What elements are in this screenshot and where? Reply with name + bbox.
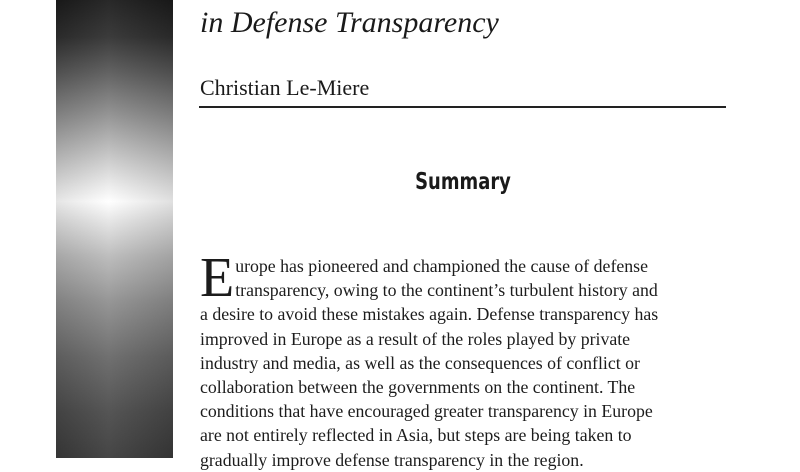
chapter-title: in Defense Transparency bbox=[200, 6, 499, 39]
decorative-gradient-bar bbox=[56, 0, 173, 458]
summary-line: improved in Europe as a result of the roles played by private bbox=[200, 328, 631, 349]
author-name: Christian Le-Miere bbox=[200, 75, 370, 100]
summary-line: collaboration between the governments on the continent. The bbox=[200, 377, 636, 398]
summary-heading: Summary bbox=[415, 169, 511, 195]
summary-line: urope has pioneered and championed the cause of defense bbox=[235, 256, 648, 276]
drop-cap: E bbox=[200, 247, 235, 309]
summary-line: transparency, owing to the continent’s turbulent history and bbox=[235, 280, 658, 301]
summary-line: conditions that have encouraged greater transparency in Europe bbox=[200, 401, 653, 422]
summary-line: are not entirely reflected in Asia, but steps are being taken to bbox=[200, 425, 632, 446]
summary-line: gradually improve defense transparency in the region. bbox=[200, 449, 584, 470]
summary-paragraph bbox=[200, 247, 705, 472]
title-divider bbox=[199, 106, 726, 108]
summary-line: industry and media, as well as the consequences of conflict or bbox=[200, 352, 640, 373]
summary-line: a desire to avoid these mistakes again. Defense transparency has bbox=[200, 304, 659, 325]
